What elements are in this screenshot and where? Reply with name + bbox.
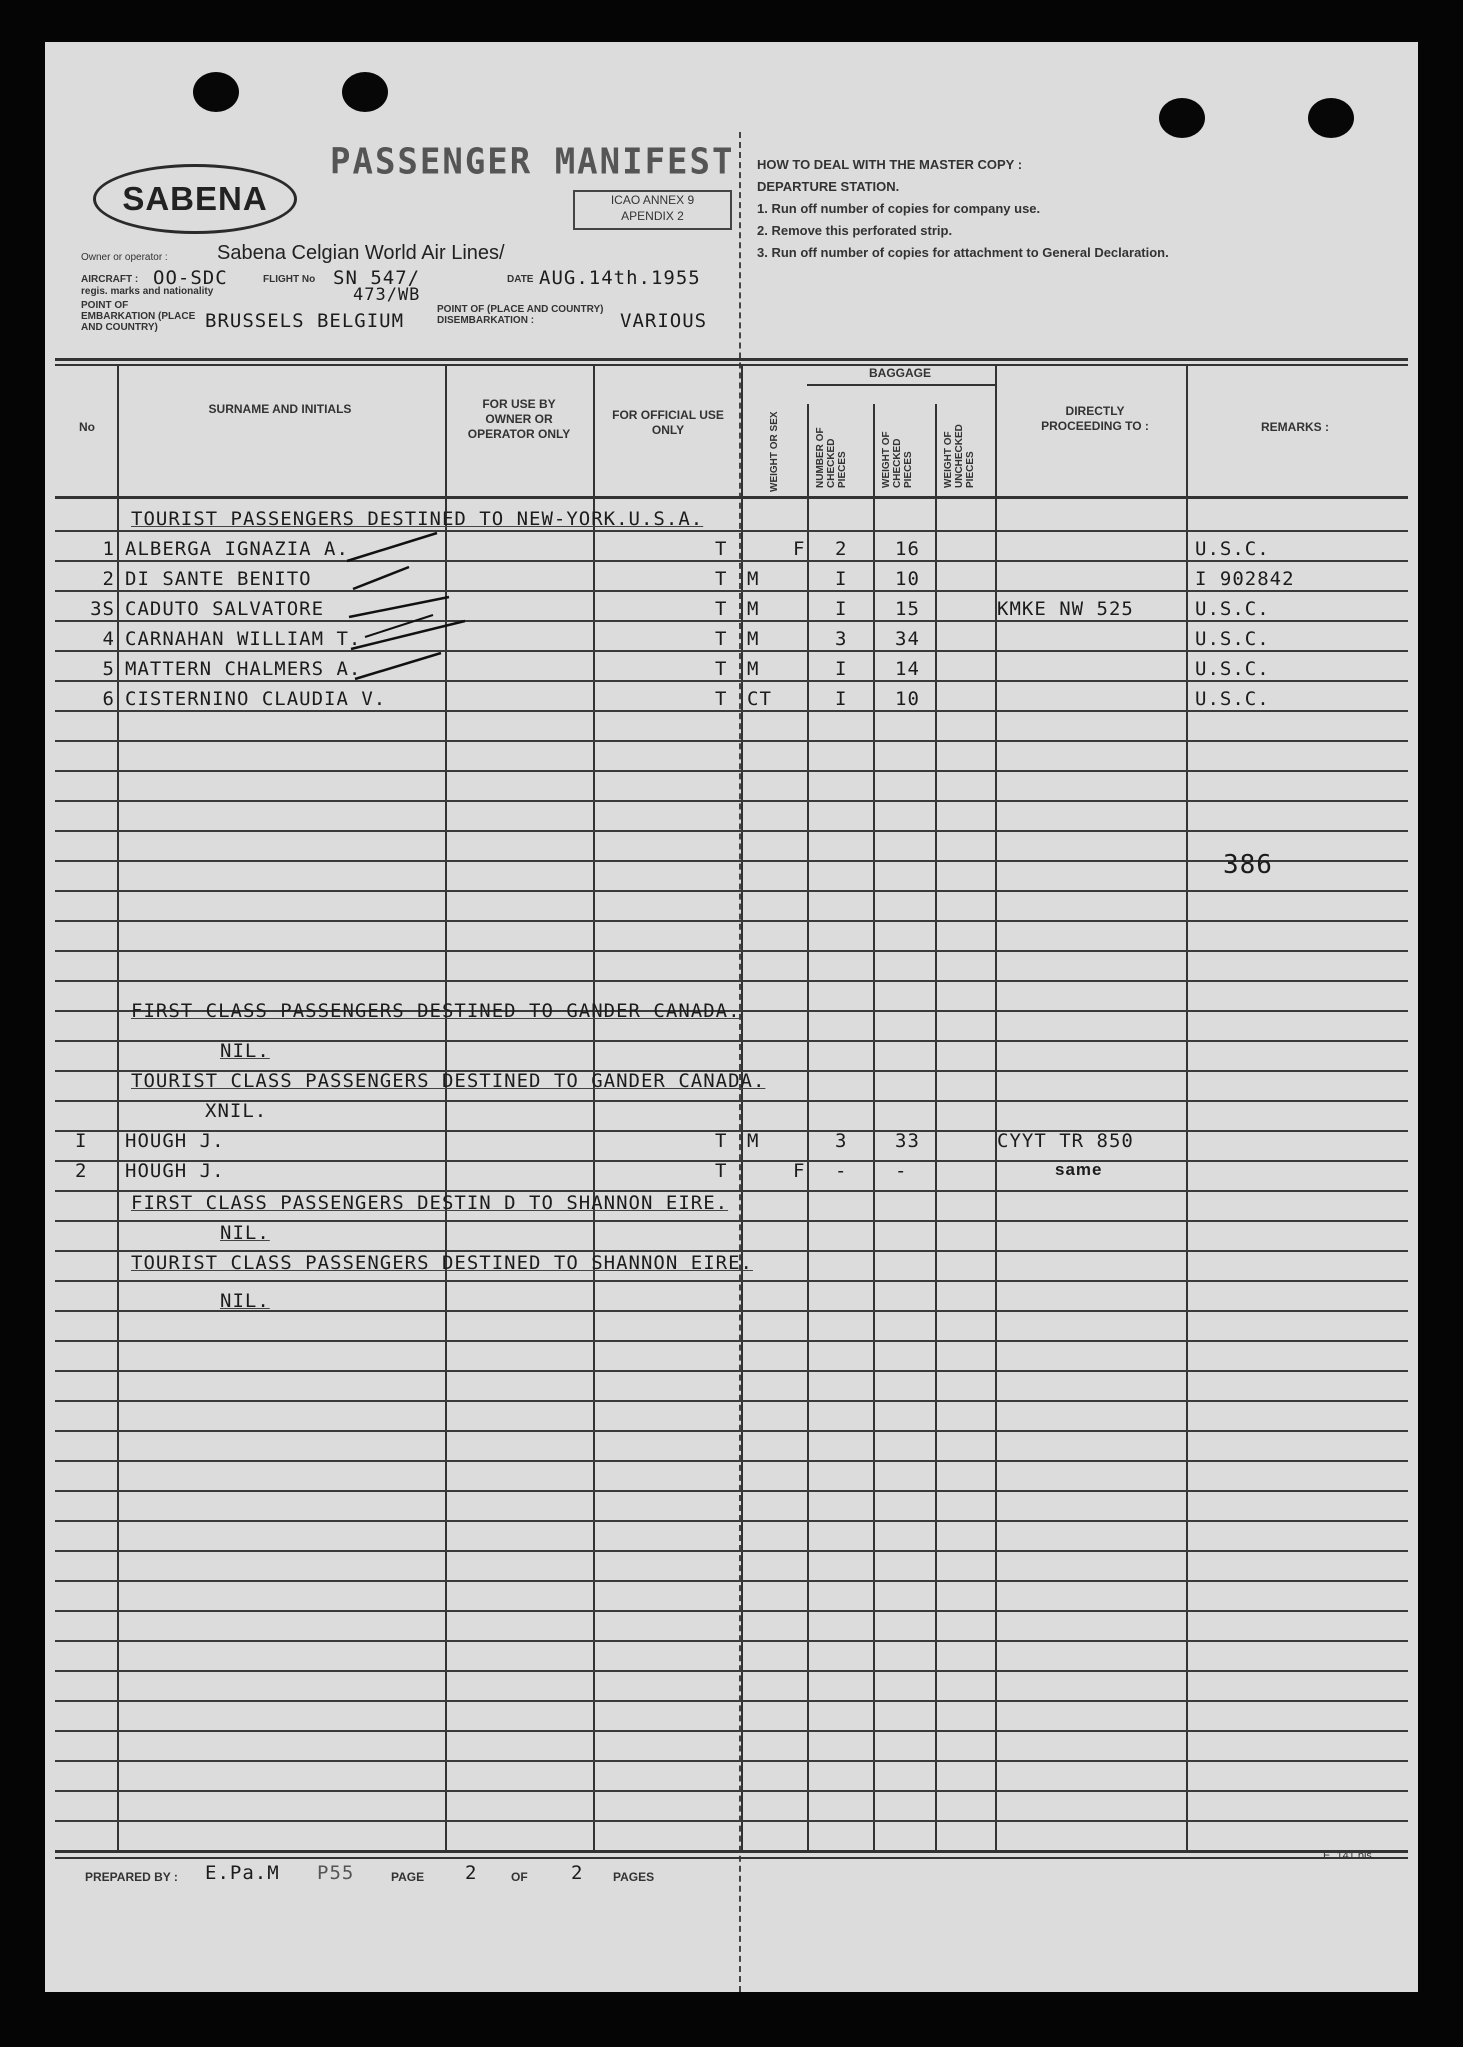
ruled-line [55, 1790, 1408, 1792]
punch-hole [342, 72, 388, 112]
ruled-line [55, 980, 1408, 982]
column-divider [995, 364, 997, 1850]
page-title: PASSENGER MANIFEST [330, 141, 735, 183]
passenger-name: CARNAHAN WILLIAM T. [125, 628, 362, 650]
instructions: HOW TO DEAL WITH THE MASTER COPY : DEPARTURE STATION. 1. Run off number of copies for company use. 2. Remove this perforated strip. 3. Run off number of copies for attachment to General Declaration. [757, 157, 1169, 260]
punch-hole [1159, 98, 1205, 138]
passenger-name: MATTERN CHALMERS A. [125, 658, 362, 680]
ruled-line [55, 800, 1408, 802]
section-heading-new-york: TOURIST PASSENGERS DESTINED TO NEW-YORK.U.S.A. [131, 508, 704, 530]
ruled-line [55, 830, 1408, 832]
passenger-name: HOUGH J. [125, 1130, 225, 1152]
margin-number: 386 [1223, 850, 1273, 880]
ruled-line [55, 1610, 1408, 1612]
remarks: U.S.C. [1195, 658, 1270, 680]
ruled-line [55, 1280, 1408, 1282]
prepared-label: PREPARED BY : [85, 1870, 178, 1884]
nil-label: NIL. [220, 1290, 270, 1312]
baggage-weight: 15 [895, 598, 920, 620]
ruled-line [55, 1490, 1408, 1492]
baggage-pieces: I [835, 688, 848, 710]
passenger-no: 4 [102, 628, 115, 650]
ruled-line [55, 890, 1408, 892]
ruled-line [55, 1130, 1408, 1132]
ruled-line [55, 1760, 1408, 1762]
column-divider [593, 364, 595, 1850]
p-code: P55 [317, 1862, 355, 1884]
passenger-name: CADUTO SALVATORE [125, 598, 325, 620]
baggage-pieces: I [835, 598, 848, 620]
table-top-border [55, 358, 1408, 361]
nil-label: NIL. [220, 1040, 270, 1062]
baggage-divider [807, 384, 995, 386]
col-header-surname: SURNAME AND INITIALS [208, 402, 352, 416]
passenger-sex: M [747, 658, 760, 680]
owner-label: Owner or operator : [81, 252, 168, 263]
passenger-name: DI SANTE BENITO [125, 568, 312, 590]
passenger-no: 6 [102, 688, 115, 710]
ruled-line [55, 1430, 1408, 1432]
aircraft-label: AIRCRAFT : [81, 274, 139, 285]
section-heading-shannon-first: FIRST CLASS PASSENGERS DESTIN D TO SHANNON EIRE. [131, 1192, 729, 1214]
proceeding-to: CYYT TR 850 [997, 1130, 1134, 1152]
ruled-line [55, 1460, 1408, 1462]
ruled-line [55, 560, 1408, 562]
date-value: AUG.14th.1955 [539, 267, 701, 289]
ruled-line [55, 1520, 1408, 1522]
section-heading-shannon-tourist: TOURIST CLASS PASSENGERS DESTINED TO SHANNON EIRE. [131, 1252, 753, 1274]
passenger-sex: F [793, 538, 806, 560]
table-top-border [55, 364, 1408, 366]
baggage-weight: 10 [895, 568, 920, 590]
col-header-remarks: REMARKS : [1261, 420, 1329, 434]
passenger-sex: CT [747, 688, 772, 710]
section-heading-gander-first: FIRST CLASS PASSENGERS DESTINED TO GANDER CANADA. [131, 1000, 741, 1022]
of-label: OF [511, 1870, 528, 1884]
passenger-no: 2 [102, 568, 115, 590]
column-divider [1186, 364, 1188, 1850]
baggage-weight: - [895, 1160, 908, 1182]
flight-value: SN 547/ [333, 267, 421, 289]
nil-label: XNIL. [205, 1100, 268, 1122]
baggage-weight: 16 [895, 538, 920, 560]
passenger-name: HOUGH J. [125, 1160, 225, 1182]
ruled-line [55, 950, 1408, 952]
baggage-pieces: I [835, 568, 848, 590]
remarks: U.S.C. [1195, 538, 1270, 560]
proceeding-to: same [1055, 1160, 1103, 1179]
pages-label: PAGES [613, 1870, 655, 1884]
col-header-no: No [79, 420, 95, 434]
baggage-weight: 33 [895, 1130, 920, 1152]
ruled-line [55, 1580, 1408, 1582]
passenger-sex: M [747, 628, 760, 650]
passenger-no: 5 [102, 658, 115, 680]
disembark-value: VARIOUS [620, 310, 708, 332]
ruled-line [55, 1550, 1408, 1552]
ruled-line [55, 1670, 1408, 1672]
regis-label: regis. marks and nationality [81, 286, 214, 297]
passenger-no: I [75, 1130, 88, 1152]
ruled-line [55, 710, 1408, 712]
ruled-line [55, 1340, 1408, 1342]
ruled-line [55, 1160, 1408, 1162]
ruled-line [55, 1730, 1408, 1732]
passenger-no: 1 [102, 538, 115, 560]
passenger-class: T [715, 568, 728, 590]
col-header-num-checked: NUMBER OF CHECKED PIECES [815, 427, 848, 488]
passenger-class: T [715, 1130, 728, 1152]
baggage-pieces: 2 [835, 538, 848, 560]
baggage-pieces: 3 [835, 628, 848, 650]
baggage-weight: 14 [895, 658, 920, 680]
column-divider [117, 364, 119, 1850]
passenger-sex: M [747, 1130, 760, 1152]
ruled-line [55, 620, 1408, 622]
flight-suffix: 473/WB [353, 285, 421, 305]
ruled-line [55, 650, 1408, 652]
remarks: U.S.C. [1195, 628, 1270, 650]
passenger-no: 2 [75, 1160, 88, 1182]
punch-hole [193, 72, 239, 112]
nil-label: NIL. [220, 1222, 270, 1244]
embark-value: BRUSSELS BELGIUM [205, 310, 405, 332]
page-label: PAGE [391, 1870, 425, 1884]
passenger-class: T [715, 658, 728, 680]
passenger-name: CISTERNINO CLAUDIA V. [125, 688, 387, 710]
section-heading-gander-tourist: TOURIST CLASS PASSENGERS DESTINED TO GANDER CANADA. [131, 1070, 766, 1092]
header-bottom-border [55, 496, 1408, 499]
ruled-line [55, 1370, 1408, 1372]
prepared-value: E.Pa.M [205, 1862, 280, 1884]
ruled-line [55, 860, 1408, 862]
ruled-line [55, 530, 1408, 532]
col-header-official: FOR OFFICIAL USE ONLY [612, 408, 724, 437]
aircraft-value: OO-SDC [153, 267, 228, 289]
punch-hole [1308, 98, 1354, 138]
col-header-weight-unchecked: WEIGHT OF UNCHECKED PIECES [943, 424, 976, 488]
manifest-sheet [45, 42, 1418, 1992]
signature-strokes [345, 527, 505, 707]
column-divider [741, 364, 743, 1850]
ruled-line [55, 1640, 1408, 1642]
remarks: U.S.C. [1195, 688, 1270, 710]
baggage-pieces: - [835, 1160, 848, 1182]
passenger-no: 3S [90, 598, 115, 620]
col-header-directly: DIRECTLY PROCEEDING TO : [1041, 404, 1149, 433]
ruled-line [55, 920, 1408, 922]
passenger-class: T [715, 598, 728, 620]
col-header-weight-checked: WEIGHT OF CHECKED PIECES [881, 431, 914, 488]
disembark-label: POINT OF (PLACE AND COUNTRY) DISEMBARKATION : [437, 304, 604, 326]
sabena-logo: SABENA [93, 164, 297, 234]
page-number: 2 [465, 1862, 478, 1884]
passenger-sex: M [747, 598, 760, 620]
passenger-sex: F [793, 1160, 806, 1182]
col-header-owner: FOR USE BY OWNER OR OPERATOR ONLY [467, 397, 571, 441]
date-label: DATE [507, 274, 534, 285]
passenger-name: ALBERGA IGNAZIA A. [125, 538, 349, 560]
ruled-line [55, 740, 1408, 742]
flight-label: FLIGHT No [263, 274, 316, 285]
passenger-class: T [715, 538, 728, 560]
col-header-weight-sex: WEIGHT OR SEX [769, 411, 780, 492]
passenger-sex: M [747, 568, 760, 590]
table-bottom-border [55, 1857, 1408, 1859]
icao-annex-box: ICAO ANNEX 9 APENDIX 2 [573, 190, 732, 230]
ruled-line [55, 770, 1408, 772]
ruled-line [55, 590, 1408, 592]
embark-label: POINT OF EMBARKATION (PLACE AND COUNTRY) [81, 300, 196, 333]
passenger-class: T [715, 1160, 728, 1182]
ruled-line [55, 680, 1408, 682]
baggage-weight: 34 [895, 628, 920, 650]
passenger-class: T [715, 688, 728, 710]
ruled-line [55, 1400, 1408, 1402]
passenger-class: T [715, 628, 728, 650]
ruled-line [55, 1820, 1408, 1822]
ruled-line [55, 1700, 1408, 1702]
remarks: I 902842 [1195, 568, 1295, 590]
total-pages: 2 [571, 1862, 584, 1884]
proceeding-to: KMKE NW 525 [997, 598, 1134, 620]
owner-value: Sabena Celgian World Air Lines/ [217, 242, 505, 264]
baggage-pieces: 3 [835, 1130, 848, 1152]
remarks: U.S.C. [1195, 598, 1270, 620]
form-code: E. 141 bis [1323, 1850, 1372, 1862]
col-header-baggage: BAGGAGE [868, 366, 931, 380]
table-bottom-border [55, 1850, 1408, 1853]
baggage-pieces: I [835, 658, 848, 680]
baggage-weight: 10 [895, 688, 920, 710]
